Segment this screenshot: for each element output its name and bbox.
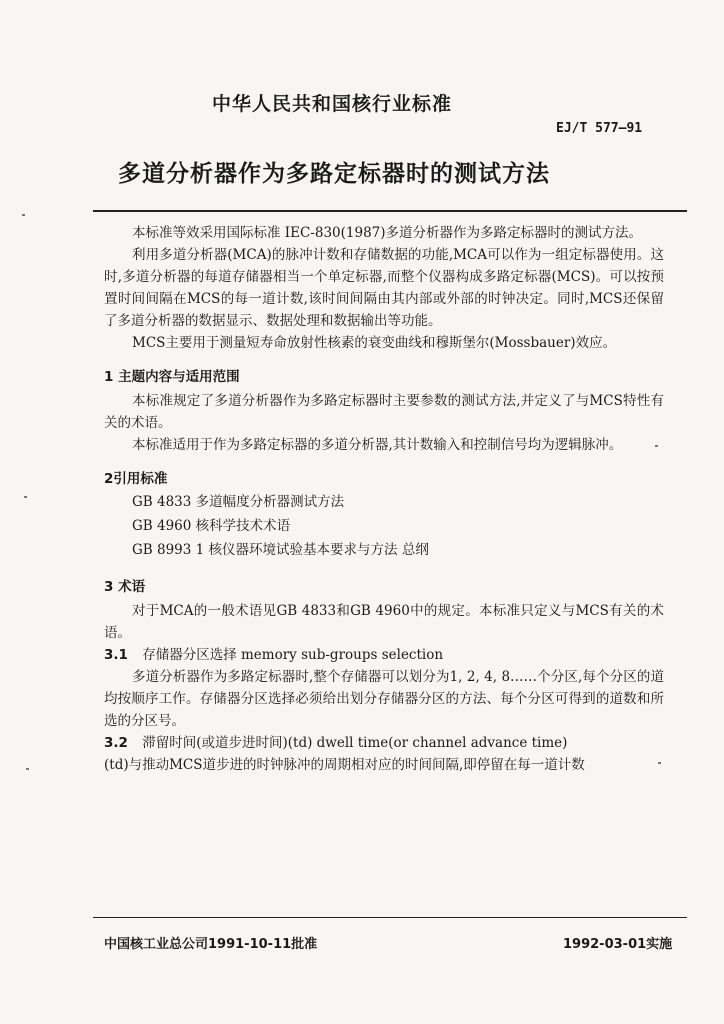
- intro-paragraph-3: MCS主要用于测量短寿命放射性核素的衰变曲线和穆斯堡尔(Mossbauer)效应。: [132, 335, 617, 351]
- term-3-2-text: (td)与推动MCS道步进的时钟脉冲的周期相对应的时间间隔,即停留在每一道计数: [104, 757, 585, 773]
- term-3-2-heading: [104, 732, 664, 754]
- intro-paragraph-1: 本标准等效采用国际标准 IEC-830(1987)多道分析器作为多路定标器时的测试方法。: [132, 225, 643, 241]
- footer-rule: [93, 917, 687, 918]
- term-3-1-heading: [104, 644, 664, 666]
- reference-item: GB 4960 核科学技术术语: [132, 518, 291, 534]
- reference-item: GB 4833 多道幅度分析器测试方法: [132, 494, 345, 510]
- scan-speck: [26, 768, 29, 770]
- term-label: 存储器分区选择 memory sub-groups selection: [142, 647, 444, 663]
- document-title: 多道分析器作为多路定标器时的测试方法: [118, 161, 550, 187]
- section-1-paragraph-1: 本标准规定了多道分析器作为多路定标器时主要参数的测试方法,并定义了与MCS特性有关的术语。: [104, 393, 664, 431]
- scan-speck: [655, 445, 658, 447]
- section-2-heading: 2引用标准: [104, 471, 168, 487]
- scan-speck: [24, 496, 27, 498]
- reference-item: GB 8993 1 核仪器环境试验基本要求与方法 总纲: [132, 542, 429, 558]
- approval-note: 中国核工业总公司1991-10-11批准: [104, 937, 318, 952]
- term-label: 滞留时间(或道步进时间)(td) dwell time(or channel advance time): [142, 735, 568, 751]
- document-body: [104, 222, 664, 776]
- header-rule: [93, 210, 687, 212]
- term-3-1-text: 多道分析器作为多路定标器时,整个存储器可以划分为1, 2, 4, 8……个分区,每个分区的道均按顺序工作。存储器分区选择必须给出划分存储器分区的方法、每个分区可得到的道数和所选的分区号。: [104, 669, 664, 729]
- term-number: 3.1: [104, 647, 128, 663]
- section-1-heading: 1 主题内容与适用范围: [104, 369, 240, 385]
- intro-paragraph-2: 利用多道分析器(MCA)的脉冲计数和存储数据的功能,MCA可以作为一组定标器使用。这时,多道分析器的每道存储器相当一个单定标器,而整个仪器构成多路定标器(MCS)。可以按预置时间间隔在MCS的每一道计数,该时间间隔由其内部或外部的时钟决定。同时,MCS还保留了多道分析器的数据显示、数据处理和数据输出等功能。: [104, 247, 664, 329]
- standard-code: EJ/T 577—91: [556, 121, 643, 136]
- section-1-paragraph-2: 本标准适用于作为多路定标器的多道分析器,其计数输入和控制信号均为逻辑脉冲。: [132, 437, 623, 453]
- term-number: 3.2: [104, 735, 128, 751]
- scan-speck: [658, 762, 661, 764]
- issuing-organization: 中华人民共和国核行业标准: [212, 93, 453, 115]
- scan-speck: [22, 214, 25, 216]
- section-3-heading: 3 术语: [104, 579, 146, 595]
- implementation-date: 1992-03-01实施: [563, 937, 673, 952]
- section-3-paragraph: 对于MCA的一般术语见GB 4833和GB 4960中的规定。本标准只定义与MCS有关的术语。: [104, 603, 664, 641]
